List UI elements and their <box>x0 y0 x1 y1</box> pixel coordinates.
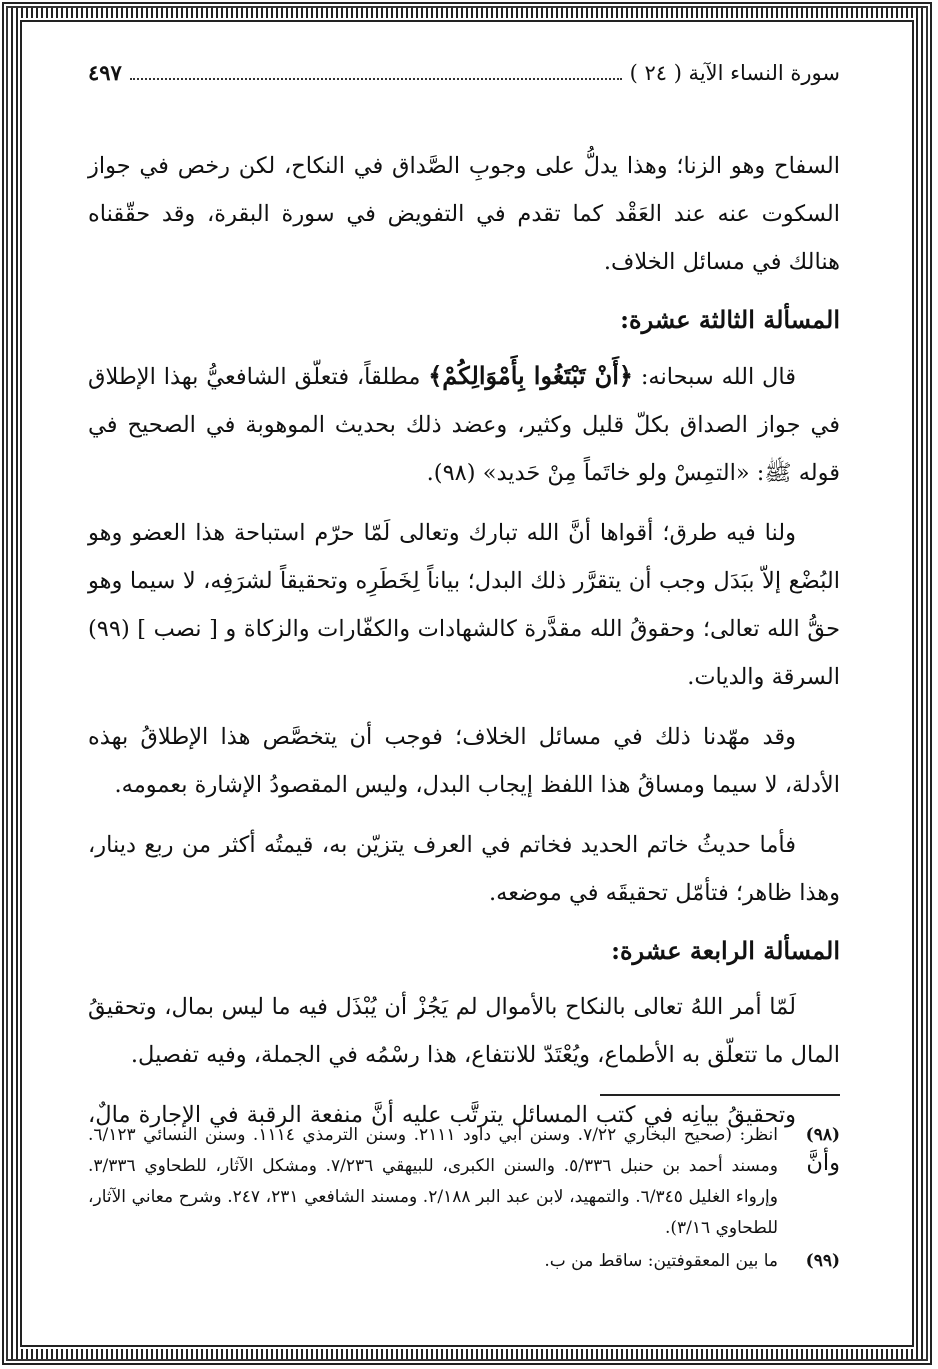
section-heading-13: المسألة الثالثة عشرة: <box>620 305 840 334</box>
footnote-number: (٩٨) <box>805 1125 840 1145</box>
footnotes <box>88 1120 840 1279</box>
paragraph-13-1-rest: مطلقاً، فتعلّق الشافعيُّ بهذا الإطلاق في جواز الصداق بكلّ قليل وكثير، وعضد ذلك بحديث الموهوبة في الصحيح في قوله ﷺ: «التمِسْ ولو خاتَماً مِنْ حَديد» (٩٨). <box>88 364 840 486</box>
footnote-text: انظر: (صحيح البخاري ٧/٢٢. وسنن أبي داود ٢١١١. وسنن الترمذي ١١١٤. وسنن النسائي ٦/١٢٣. ومسند أحمد بن حنبل ٥/٣٣٦. والسنن الكبرى، للبيهقي ٧/٢٣٦. ومشكل الآثار، للطحاوي ٣/٣٣٦. وإرواء الغليل ٦/٣٤٥. والتمهيد، لابن عبد البر ٢/١٨٨. ومسند الشافعي ٢٣١، ٢٤٧. وشرح معاني الآثار، للطحاوي ٣/١٦). <box>88 1125 778 1238</box>
footnote <box>88 1246 840 1277</box>
footnote-text: ما بين المعقوفتين: ساقط من ب. <box>544 1251 778 1271</box>
running-header <box>88 60 840 100</box>
paragraph-14-2: وتحقيقُ بيانِه في كتب المسائل يترتَّب عليه أنَّ منفعة الرقبة في الإجارة مالٌ، وأنَّ <box>88 1102 840 1176</box>
paragraph-14-1: لَمّا أمر اللهُ تعالى بالنكاح بالأموال لم يَجُزْ أن يُبْذَل فيه ما ليس بمال، وتحقيقُ المال ما تتعلّق به الأطماع، ويُعْتَدّ للانتفاع، هذا رسْمُه في الجملة، وفيه تفصيل. <box>88 994 840 1068</box>
header-dot-leader <box>130 64 622 80</box>
section-heading-14: المسألة الرابعة عشرة: <box>611 936 840 965</box>
paragraph-13-3: وقد مهّدنا ذلك في مسائل الخلاف؛ فوجب أن يتخصَّص هذا الإطلاقُ بهذه الأدلة، لا سيما ومساقُ هذا اللفظ إيجاب البدل، وليس المقصودُ الإشارة بعمومه. <box>88 724 840 798</box>
footnote <box>88 1120 840 1244</box>
paragraph-13-2: ولنا فيه طرق؛ أقواها أنَّ الله تبارك وتعالى لَمّا حرّم استباحة هذا العضو وهو البُضْع إلاّ ببَدَل وجب أن يتقرَّر ذلك البدل؛ بياناً لِخَطَرِه وتحقيقاً لشرَفِه، لا سيما وهو حقُّ الله تعالى؛ وحقوقُ الله مقدَّرة كالشهادات والكفّارات والزكاة و [ نصب ] (٩٩) السرقة والديات. <box>88 520 840 690</box>
running-title: سورة النساء الآية ( ٢٤ ) <box>629 61 840 85</box>
quran-verse: ﴿أَنْ تَبْتَغُوا بِأَمْوَالِكُمْ﴾ <box>428 361 633 390</box>
paragraph-13-1 <box>88 352 840 497</box>
paragraph-continuation: السفاح وهو الزنا؛ وهذا يدلُّ على وجوبِ الصَّداق في النكاح، لكن رخص في جواز السكوت عنه عند العَقْد كما تقدم في التفويض في سورة البقرة، وقد حقّقناه هنالك في مسائل الخلاف. <box>88 153 840 275</box>
page-number: ٤٩٧ <box>88 60 122 85</box>
paragraph-13-1-prefix: قال الله سبحانه: <box>632 364 796 390</box>
paragraph-13-4: فأما حديثُ خاتم الحديد فخاتم في العرف يتزيّن به، قيمتُه أكثر من ربع دينار، وهذا ظاهر؛ فتأمّل تحقيقَه في موضعه. <box>88 832 840 906</box>
footnote-number: (٩٩) <box>805 1251 840 1271</box>
page-body <box>88 60 840 1199</box>
footnote-separator <box>600 1094 840 1096</box>
